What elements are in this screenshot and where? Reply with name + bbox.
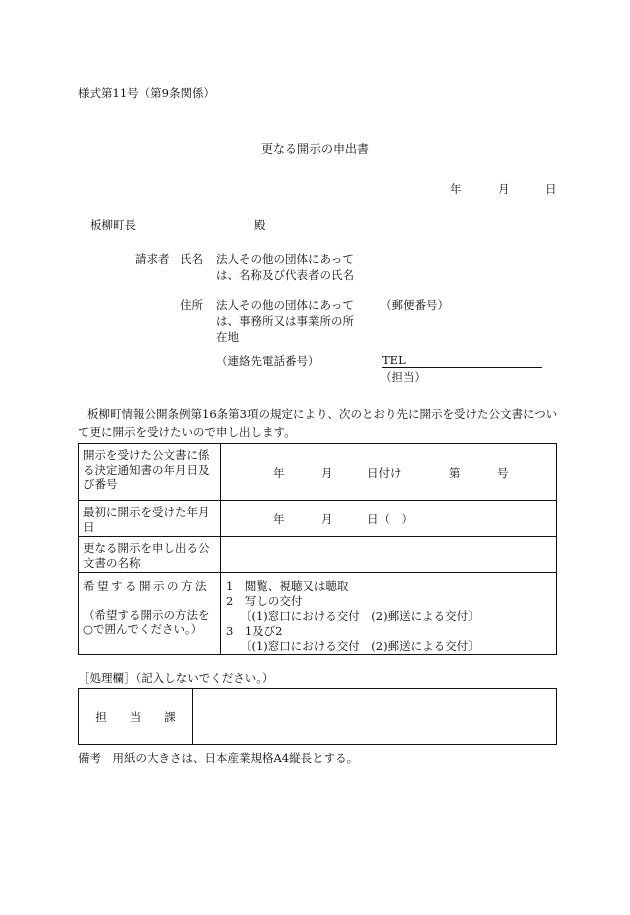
name-note [216,251,376,283]
decision-notice-value-cell[interactable] [221,444,557,501]
remarks-note: 備考 用紙の大きさは、日本産業規格A4縦長とする。 [78,751,359,765]
cell-label-line: 日 [83,519,95,534]
cell-label-line: 最初に開示を受けた年月 [83,505,210,519]
contact-label: （連絡先電話番号） [216,354,320,368]
document-name-value-cell[interactable] [221,537,557,573]
table-row [79,573,557,655]
addressee-name: 板柳町長 [90,218,136,232]
cell-label-line: （希望する開示の方法を [83,607,210,622]
cell-label-line: 開示を受けた公文書に係 [83,448,210,462]
processing-caption: ［処理欄］（記入しないでください。） [78,671,274,685]
document-name-label-cell [79,537,221,573]
address-label: 住所 [180,298,203,312]
disclosure-method-options-cell[interactable] [221,573,557,655]
processing-table [78,688,557,745]
notice-dated: 日付け [367,466,402,480]
department-label-cell [79,689,193,745]
cell-label-line: ○で囲んでください。） [83,622,203,636]
first-year: 年 [273,512,285,526]
address-note [216,297,376,345]
address-note-line: 法人その他の団体にあって [216,298,354,312]
intro-paragraph: 板柳町情報公開条例第16条第3項の規定により、次のとおり先に開示を受けた公文書について更に開示を受けたいので申し出します。 [78,407,558,439]
name-label: 氏名 [180,252,203,266]
disclosure-method-label-cell [79,573,221,655]
document-title: 更なる開示の申出書 [260,142,369,156]
date-day: 日 [545,182,557,196]
name-note-line: 法人その他の団体にあって [216,252,354,266]
cell-label-line: 更なる開示を申し出る公 [83,541,210,555]
table-row [79,537,557,573]
first-month: 月 [321,512,333,526]
address-note-line: 在地 [216,330,239,344]
address-note-line: は、事務所又は事業所の所 [216,314,354,328]
cell-label-line: る決定通知書の年月日及 [83,462,210,477]
method-option-1[interactable]: 1 閲覧、視聴又は聴取 [226,579,349,593]
date-month: 月 [498,182,510,196]
form-number: 様式第11号（第9条関係） [78,86,215,100]
notice-dai: 第 [449,466,461,480]
department-label: 担 当 課 [95,709,176,724]
first-day: 日（ ） [367,512,413,526]
table-row [79,444,557,501]
tel-label: TEL [382,353,406,367]
cell-label-line: び番号 [83,477,118,491]
decision-notice-label-cell [79,444,221,501]
date-year: 年 [450,182,462,196]
method-option-2[interactable]: 2 写しの交付 [226,594,303,608]
department-value-cell [193,689,557,745]
method-option-3-detail[interactable]: 〔(1)窓口における交付 (2)郵送による交付〕 [240,639,480,653]
addressee-honorific: 殿 [254,218,266,232]
first-disclosure-label-cell [79,501,221,537]
name-note-line: は、名称及び代表者の氏名 [216,268,354,282]
person-in-charge-label: （担当） [380,370,426,384]
first-disclosure-value-cell[interactable] [221,501,557,537]
method-option-3[interactable]: 3 1及び2 [226,624,283,638]
requester-label: 請求者 [135,252,170,266]
notice-year: 年 [273,466,285,480]
notice-go: 号 [497,466,509,480]
table-row [79,501,557,537]
postal-label: （郵便番号） [380,298,449,312]
disclosure-table [78,443,557,655]
cell-label-line: 文書の名称 [83,555,141,570]
cell-label-line: 希望する開示の方法 [83,579,209,593]
notice-month: 月 [321,466,333,480]
tel-underline [382,367,542,368]
method-option-2-detail[interactable]: 〔(1)窓口における交付 (2)郵送による交付〕 [240,609,480,623]
table-row [79,689,557,745]
